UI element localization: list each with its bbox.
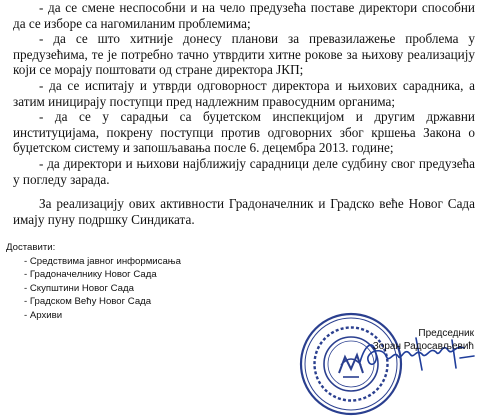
demand-item: - да се што хитније донесу планови за превазилажење проблема у предузећима, те је потребно тачно утврдити хитне рокове за њихову реализацију који се морају поштовати од стране директора ЈКП; xyxy=(13,31,475,78)
demands-list xyxy=(13,0,475,187)
signer-name: Зоран Радосављевић xyxy=(372,341,474,352)
delivery-item: - Градском Већу Новог Сада xyxy=(24,295,181,309)
signature-block xyxy=(373,327,474,353)
closing-paragraph xyxy=(13,196,475,228)
signer-title: Председник xyxy=(418,328,474,339)
demand-item: - да се испитају и утврди одговорност директора и њихових сарадника, а затим иницирају поступци пред надлежним правосудним органима; xyxy=(13,77,475,109)
delivery-item: - Градоначелнику Новог Сада xyxy=(24,268,181,282)
demand-item: - да се смене неспособни и на чело предузећа поставе директори способни да се изборе са нагомиланим проблемима; xyxy=(13,0,475,31)
closing-text: За реализацију ових активности Градоначелник и Градско веће Новог Сада имају пуну подршку Синдиката. xyxy=(13,196,475,227)
delivery-heading: Доставити: xyxy=(6,242,56,253)
delivery-item: - Средствима јавног информисања xyxy=(24,255,181,269)
demand-item: - да се у сарадњи са буџетском инспекцијом и другим државни институцијама, покрену поступци против одговорних због кршења Закона о буџетском систему и запошљавања после 6. децембра 2013. године; xyxy=(13,109,475,156)
delivery-item: - Архиви xyxy=(24,309,181,323)
delivery-list xyxy=(6,255,181,323)
delivery-item: - Скупштини Новог Сада xyxy=(24,282,181,296)
delivery-section xyxy=(6,241,181,322)
demand-item: - да директори и њихови најближију сарадници деле судбину свог предузећа у погледу зарада. xyxy=(13,155,475,187)
